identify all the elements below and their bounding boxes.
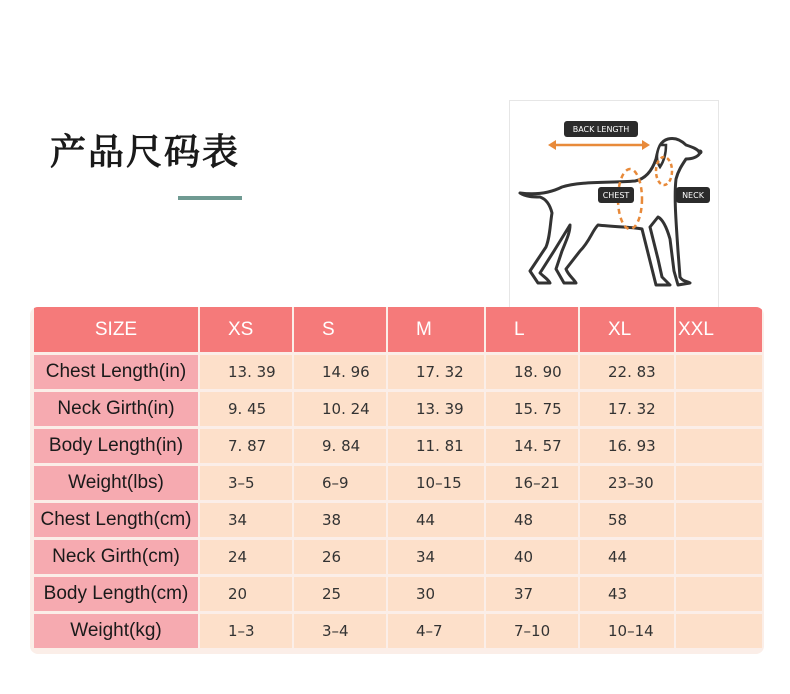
dog-nose: [698, 150, 703, 155]
size-header-row: [34, 307, 762, 355]
table-cell: 9. 45: [200, 392, 292, 429]
header-xs: XS: [200, 307, 292, 355]
table-cell: 34: [388, 540, 484, 577]
row-label: Body Length(in): [34, 429, 198, 466]
table-cell: 17. 32: [580, 392, 674, 429]
table-cell: 38: [294, 503, 386, 540]
table-cell: [676, 540, 762, 577]
table-cell: 24: [200, 540, 292, 577]
dog-body-outline: [520, 138, 700, 285]
table-cell: 13. 39: [388, 392, 484, 429]
table-cell: [676, 614, 762, 651]
table-cell: 4–7: [388, 614, 484, 651]
neck-label: NECK: [682, 191, 704, 200]
row-label: Neck Girth(in): [34, 392, 198, 429]
row-label: Chest Length(in): [34, 355, 198, 392]
dog-illustration: [510, 101, 718, 307]
header-size: SIZE: [34, 307, 198, 355]
table-cell: 11. 81: [388, 429, 484, 466]
table-cell: 30: [388, 577, 484, 614]
table-cell: 18. 90: [486, 355, 578, 392]
table-cell: 7–10: [486, 614, 578, 651]
table-cell: 20: [200, 577, 292, 614]
page-title: 产品尺码表: [50, 132, 241, 173]
header-l: L: [486, 307, 578, 355]
table-cell: 44: [388, 503, 484, 540]
table-cell: 1–3: [200, 614, 292, 651]
row-label: Neck Girth(cm): [34, 540, 198, 577]
table-cell: 34: [200, 503, 292, 540]
table-cell: 14. 57: [486, 429, 578, 466]
table-cell: 6–9: [294, 466, 386, 503]
chest-label: CHEST: [602, 191, 630, 200]
table-cell: 26: [294, 540, 386, 577]
size-chart: [30, 307, 764, 654]
table-cell: 7. 87: [200, 429, 292, 466]
table-row: [34, 355, 762, 392]
table-cell: [676, 392, 762, 429]
back-length-label: BACK LENGTH: [572, 125, 630, 134]
header-xxl: XXL: [676, 307, 762, 355]
header-s: S: [294, 307, 386, 355]
table-cell: 44: [580, 540, 674, 577]
table-cell: 16. 93: [580, 429, 674, 466]
table-cell: 58: [580, 503, 674, 540]
table-cell: 22. 83: [580, 355, 674, 392]
row-label: Chest Length(cm): [34, 503, 198, 540]
row-label: Weight(lbs): [34, 466, 198, 503]
table-cell: [676, 429, 762, 466]
back-length-arrowhead-left: [548, 140, 556, 150]
table-cell: 25: [294, 577, 386, 614]
table-cell: 17. 32: [388, 355, 484, 392]
dog-measurement-diagram: [509, 100, 719, 308]
table-cell: 48: [486, 503, 578, 540]
table-cell: 16–21: [486, 466, 578, 503]
table-cell: 23–30: [580, 466, 674, 503]
table-cell: 43: [580, 577, 674, 614]
table-cell: 14. 96: [294, 355, 386, 392]
back-length-arrowhead-right: [642, 140, 650, 150]
title-underline: [178, 196, 242, 200]
row-label: Weight(kg): [34, 614, 198, 651]
header-m: M: [388, 307, 484, 355]
row-label: Body Length(cm): [34, 577, 198, 614]
table-cell: 37: [486, 577, 578, 614]
table-cell: [676, 503, 762, 540]
table-row: [34, 503, 762, 540]
table-row: [34, 614, 762, 651]
table-cell: 10–15: [388, 466, 484, 503]
table-cell: [676, 466, 762, 503]
table-cell: 10. 24: [294, 392, 386, 429]
header-xl: XL: [580, 307, 674, 355]
table-row: [34, 540, 762, 577]
table-cell: 40: [486, 540, 578, 577]
table-cell: 9. 84: [294, 429, 386, 466]
table-row: [34, 392, 762, 429]
table-cell: 13. 39: [200, 355, 292, 392]
table-row: [34, 429, 762, 466]
size-table: [32, 307, 764, 651]
table-cell: [676, 355, 762, 392]
table-cell: [676, 577, 762, 614]
table-row: [34, 466, 762, 503]
table-cell: 3–4: [294, 614, 386, 651]
table-cell: 3–5: [200, 466, 292, 503]
table-row: [34, 577, 762, 614]
table-cell: 15. 75: [486, 392, 578, 429]
table-cell: 10–14: [580, 614, 674, 651]
